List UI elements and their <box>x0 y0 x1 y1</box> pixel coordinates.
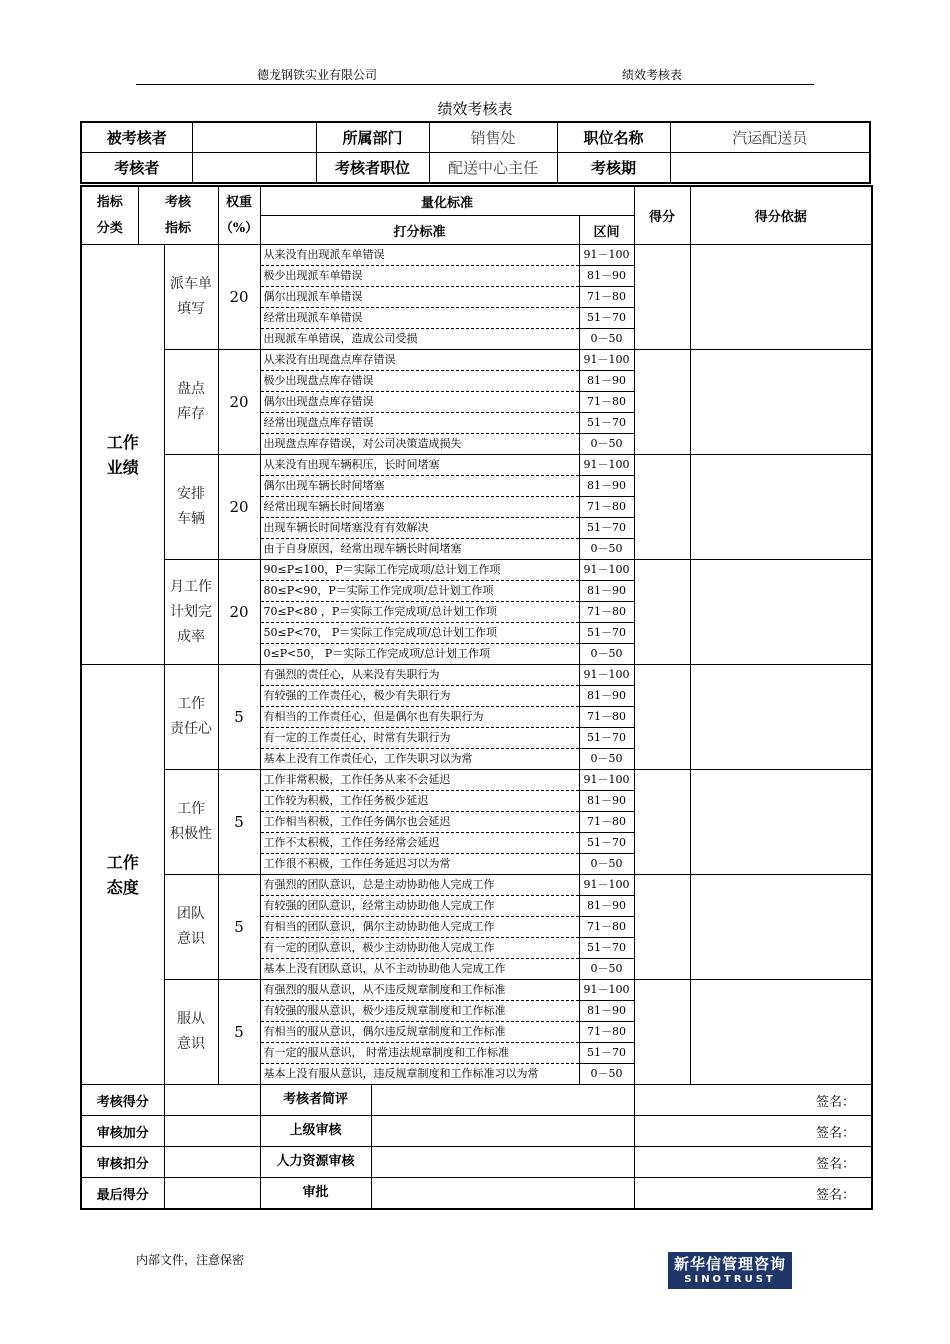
weight-value: 5 <box>218 665 260 770</box>
summary-left-field[interactable] <box>164 1116 260 1147</box>
summary-left-field[interactable] <box>164 1178 260 1210</box>
criteria-level: 从来没有出现派车单错误 <box>261 245 579 266</box>
criteria-level: 偶尔出现派车单错误 <box>261 287 579 308</box>
score-field[interactable] <box>634 770 690 875</box>
criteria-level: 有强烈的责任心，从来没有失职行为 <box>261 665 579 686</box>
indicator-row <box>81 560 872 665</box>
range-value: 71－80 <box>580 1022 634 1043</box>
summary-right-label: 人力资源审核 <box>261 1147 372 1177</box>
summary-left-label: 考核得分 <box>81 1085 164 1116</box>
criteria-level: 基本上没有团队意识，从不主动协助他人完成工作 <box>263 962 506 975</box>
criteria-level: 80≤P<90，P＝实际工作完成项/总计划工作项 <box>261 581 579 602</box>
summary-comment-field[interactable] <box>372 1178 634 1208</box>
range-value: 91－100 <box>580 560 634 581</box>
signature-field[interactable]: 签名： <box>634 1147 872 1178</box>
summary-left-label: 审核扣分 <box>81 1147 164 1178</box>
scoring-criteria <box>260 980 579 1085</box>
summary-right-cell <box>260 1147 634 1178</box>
range-column <box>579 875 634 980</box>
summary-right-label: 审批 <box>261 1178 372 1208</box>
score-basis-field[interactable] <box>690 770 872 875</box>
summary-row <box>81 1116 872 1147</box>
criteria-level: 出现车辆长时间堵塞没有有效解决 <box>261 518 579 539</box>
signature-field[interactable]: 签名： <box>634 1178 872 1210</box>
summary-left-label: 最后得分 <box>81 1178 164 1210</box>
criteria-level: 工作相当积极，工作任务偶尔也会延迟 <box>261 812 579 833</box>
indicator-row <box>81 665 872 770</box>
indicator-row <box>81 875 872 980</box>
range-value: 91－100 <box>580 350 634 371</box>
range-value: 81－90 <box>580 371 634 392</box>
range-value: 51－70 <box>580 728 634 749</box>
period-label: 考核期 <box>557 153 670 184</box>
criteria-level: 从来没有出现盘点库存错误 <box>261 350 579 371</box>
range-value: 51－70 <box>580 1043 634 1064</box>
range-value: 51－70 <box>580 518 634 539</box>
score-field[interactable] <box>634 560 690 665</box>
criteria-level: 有强烈的服从意识，从不违反规章制度和工作标准 <box>261 980 579 1001</box>
score-basis-field[interactable] <box>690 875 872 980</box>
summary-row <box>81 1178 872 1210</box>
indicator-row <box>81 245 872 350</box>
signature-field[interactable]: 签名： <box>634 1116 872 1147</box>
scoring-criteria <box>260 350 579 455</box>
criteria-level: 有强烈的团队意识，总是主动协助他人完成工作 <box>261 875 579 896</box>
criteria-level: 经常出现派车单错误 <box>261 308 579 329</box>
range-column <box>579 980 634 1085</box>
criteria-level: 基本上没有服从意识，违反规章制度和工作标准习以为常 <box>263 1067 539 1080</box>
criteria-level: 0≤P<50， P＝实际工作完成项/总计划工作项 <box>263 647 490 660</box>
range-value: 71－80 <box>580 392 634 413</box>
summary-left-label: 审核加分 <box>81 1116 164 1147</box>
range-value: 81－90 <box>580 791 634 812</box>
examiner-position-label: 考核者职位 <box>316 153 429 184</box>
summary-left-field[interactable] <box>164 1085 260 1116</box>
score-field[interactable] <box>634 875 690 980</box>
criteria-level: 工作很不积极，工作任务延迟习以为常 <box>263 857 451 870</box>
weight-value: 5 <box>218 875 260 980</box>
range-value: 91－100 <box>580 980 634 1001</box>
range-column <box>579 455 634 560</box>
dept-field[interactable]: 销售处 <box>429 122 557 153</box>
range-column <box>579 665 634 770</box>
summary-right-cell <box>260 1116 634 1147</box>
weight-value: 20 <box>218 560 260 665</box>
criteria-level: 有较强的服从意识，极少违反规章制度和工作标准 <box>261 1001 579 1022</box>
summary-right-cell <box>260 1178 634 1210</box>
range-value: 0－50 <box>590 542 623 555</box>
range-value: 0－50 <box>590 437 623 450</box>
range-value: 0－50 <box>590 647 623 660</box>
header-doc-name: 绩效考核表 <box>622 68 683 82</box>
range-value: 71－80 <box>580 917 634 938</box>
criteria-level: 有一定的工作责任心，时常有失职行为 <box>261 728 579 749</box>
score-field[interactable] <box>634 665 690 770</box>
col-score-header: 得分 <box>634 186 690 245</box>
score-basis-field[interactable] <box>690 560 872 665</box>
indicator-name: 团队 意识 <box>164 875 218 980</box>
criteria-level: 极少出现派车单错误 <box>261 266 579 287</box>
weight-value: 20 <box>218 350 260 455</box>
range-value: 0－50 <box>590 962 623 975</box>
col-indicator-header: 考核 指标 <box>138 186 218 245</box>
col-quant-header: 量化标准 <box>260 186 634 216</box>
criteria-level: 有较强的工作责任心，极少有失职行为 <box>261 686 579 707</box>
range-column <box>579 245 634 350</box>
signature-field[interactable]: 签名： <box>634 1085 872 1116</box>
summary-comment-field[interactable] <box>372 1085 634 1115</box>
range-value: 81－90 <box>580 266 634 287</box>
position-label: 职位名称 <box>557 122 670 153</box>
criteria-level: 出现盘点库存错误，对公司决策造成损失 <box>263 437 462 450</box>
position-field[interactable]: 汽运配送员 <box>670 122 870 153</box>
col-scoring-header: 打分标准 <box>260 216 579 245</box>
criteria-level: 90≤P≤100，P＝实际工作完成项/总计划工作项 <box>261 560 579 581</box>
range-value: 91－100 <box>580 770 634 791</box>
criteria-level: 由于自身原因，经常出现车辆长时间堵塞 <box>263 542 462 555</box>
indicator-name: 盘点 库存 <box>164 350 218 455</box>
weight-value: 5 <box>218 770 260 875</box>
col-basis-header: 得分依据 <box>690 186 872 245</box>
range-value: 71－80 <box>580 287 634 308</box>
summary-right-label: 上级审核 <box>261 1116 372 1146</box>
criteria-level: 有一定的团队意识，极少主动协助他人完成工作 <box>261 938 579 959</box>
score-basis-field[interactable] <box>690 665 872 770</box>
range-value: 91－100 <box>580 455 634 476</box>
summary-left-field[interactable] <box>164 1147 260 1178</box>
range-value: 51－70 <box>580 938 634 959</box>
range-value: 71－80 <box>580 812 634 833</box>
criteria-level: 有相当的服从意识，偶尔违反规章制度和工作标准 <box>261 1022 579 1043</box>
scoring-criteria <box>260 245 579 350</box>
range-value: 51－70 <box>580 308 634 329</box>
range-column <box>579 350 634 455</box>
summary-comment-field[interactable] <box>372 1116 634 1146</box>
col-range-header: 区间 <box>579 216 634 245</box>
indicator-row <box>81 350 872 455</box>
summary-comment-field[interactable] <box>372 1147 634 1177</box>
criteria-level: 工作不太积极，工作任务经常会延迟 <box>261 833 579 854</box>
scoring-criteria <box>260 875 579 980</box>
indicator-row <box>81 980 872 1085</box>
score-field[interactable] <box>634 455 690 560</box>
criteria-level: 偶尔出现车辆长时间堵塞 <box>261 476 579 497</box>
footer-note: 内部文件，注意保密 <box>136 1253 245 1267</box>
examinee-label: 被考核者 <box>81 122 192 153</box>
criteria-level: 有相当的工作责任心，但是偶尔也有失职行为 <box>261 707 579 728</box>
range-value: 71－80 <box>580 497 634 518</box>
category-cell: 工作 态度 <box>81 665 164 1085</box>
score-basis-field[interactable] <box>690 455 872 560</box>
indicator-name: 工作 责任心 <box>164 665 218 770</box>
indicator-name: 派车单 填写 <box>164 245 218 350</box>
criteria-level: 50≤P<70， P＝实际工作完成项/总计划工作项 <box>261 623 579 644</box>
indicator-row <box>81 770 872 875</box>
range-value: 91－100 <box>580 245 634 266</box>
range-value: 51－70 <box>580 833 634 854</box>
range-value: 91－100 <box>580 665 634 686</box>
summary-row <box>81 1147 872 1178</box>
range-value: 0－50 <box>590 332 623 345</box>
indicator-name: 服从 意识 <box>164 980 218 1085</box>
range-value: 51－70 <box>580 413 634 434</box>
page-header <box>136 66 814 85</box>
range-value: 0－50 <box>590 752 623 765</box>
col-weight-header: 权重 （%） <box>218 186 260 245</box>
criteria-level: 工作非常积极，工作任务从来不会延迟 <box>261 770 579 791</box>
sinotrust-logo <box>668 1252 792 1289</box>
criteria-level: 工作较为积极，工作任务极少延迟 <box>261 791 579 812</box>
score-basis-field[interactable] <box>690 980 872 1085</box>
range-value: 81－90 <box>580 896 634 917</box>
summary-row <box>81 1085 872 1116</box>
scoring-criteria <box>260 455 579 560</box>
criteria-level: 经常出现车辆长时间堵塞 <box>261 497 579 518</box>
examiner-position-field[interactable]: 配送中心主任 <box>429 153 557 184</box>
assessment-table <box>80 185 873 1210</box>
logo-en: SINOTRUST <box>684 1274 776 1285</box>
criteria-level: 有相当的团队意识，偶尔主动协助他人完成工作 <box>261 917 579 938</box>
col-category-header: 指标 分类 <box>81 186 138 245</box>
weight-value: 20 <box>218 245 260 350</box>
examiner-field[interactable] <box>192 153 316 184</box>
score-basis-field[interactable] <box>690 245 872 350</box>
range-column <box>579 560 634 665</box>
criteria-level: 从来没有出现车辆积压，长时间堵塞 <box>261 455 579 476</box>
range-value: 0－50 <box>590 857 623 870</box>
scoring-criteria <box>260 665 579 770</box>
range-value: 51－70 <box>580 623 634 644</box>
weight-value: 20 <box>218 455 260 560</box>
info-table <box>80 121 871 184</box>
logo-cn: 新华信管理咨询 <box>673 1255 786 1273</box>
criteria-level: 有一定的服从意识， 时常违法规章制度和工作标准 <box>261 1043 579 1064</box>
criteria-level: 出现派车单错误，造成公司受损 <box>263 332 418 345</box>
range-value: 71－80 <box>580 707 634 728</box>
examiner-label: 考核者 <box>81 153 192 184</box>
range-value: 81－90 <box>580 581 634 602</box>
score-field[interactable] <box>634 350 690 455</box>
indicator-name: 安排 车辆 <box>164 455 218 560</box>
indicator-name: 月工作 计划完 成率 <box>164 560 218 665</box>
range-value: 0－50 <box>590 1067 623 1080</box>
range-value: 81－90 <box>580 686 634 707</box>
score-basis-field[interactable] <box>690 350 872 455</box>
period-field[interactable] <box>670 153 870 184</box>
category-cell: 工作 业绩 <box>81 245 164 665</box>
score-field[interactable] <box>634 245 690 350</box>
indicator-name: 工作 积极性 <box>164 770 218 875</box>
summary-right-label: 考核者简评 <box>261 1085 372 1115</box>
criteria-level: 经常出现盘点库存错误 <box>261 413 579 434</box>
indicator-row <box>81 455 872 560</box>
document-title: 绩效考核表 <box>437 100 513 118</box>
summary-right-cell <box>260 1085 634 1116</box>
scoring-criteria <box>260 770 579 875</box>
range-value: 81－90 <box>580 1001 634 1022</box>
weight-value: 5 <box>218 980 260 1085</box>
score-field[interactable] <box>634 980 690 1085</box>
header-company: 德龙钢铁实业有限公司 <box>257 68 378 82</box>
dept-label: 所属部门 <box>316 122 429 153</box>
range-column <box>579 770 634 875</box>
criteria-level: 偶尔出现盘点库存错误 <box>261 392 579 413</box>
criteria-level: 极少出现盘点库存错误 <box>261 371 579 392</box>
examinee-field[interactable] <box>192 122 316 153</box>
scoring-criteria <box>260 560 579 665</box>
range-value: 71－80 <box>580 602 634 623</box>
range-value: 91－100 <box>580 875 634 896</box>
range-value: 81－90 <box>580 476 634 497</box>
criteria-level: 70≤P<80 ，P＝实际工作完成项/总计划工作项 <box>261 602 579 623</box>
criteria-level: 基本上没有工作责任心，工作失职习以为常 <box>263 752 473 765</box>
criteria-level: 有较强的团队意识，经常主动协助他人完成工作 <box>261 896 579 917</box>
